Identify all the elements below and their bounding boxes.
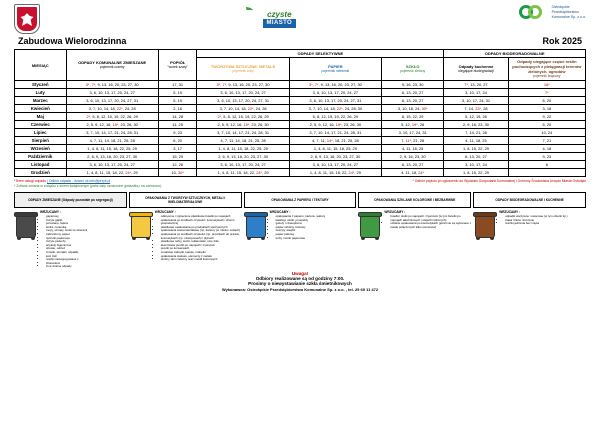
cell-kuchenne: 6, 13, 20, 27 (444, 153, 508, 161)
cell-zielone: 4, 18 (508, 145, 585, 153)
opk-line1: Ostrołęckie (551, 4, 570, 9)
logo-czyste-line1: czyste (267, 9, 292, 19)
th-tworzywa (197, 58, 289, 81)
cell-szklo: 3, 10, 18, 24, 30* (382, 105, 444, 113)
table-row (15, 105, 586, 113)
list-item: • torby i worki papierowe (276, 237, 357, 241)
title-year: Rok 2025 (542, 36, 582, 46)
cell-popiol: 12, 26 (158, 161, 197, 169)
table-row (15, 169, 586, 177)
bin-head-szklo: OPAKOWANIA SZKLANE KOLOROWE I BEZBARWNE (358, 192, 471, 208)
cell-kuchenne: 7*, 13, 20, 27 (444, 81, 508, 89)
cell-szklo: 3, 10, 17, 24, 31 (382, 129, 444, 137)
cell-tworzywa: 1, 4, 8, 11, 15, 18, 22, 24*, 29 (197, 169, 289, 177)
cell-tworzywa: 3, 7, 10, 14, 17, 21, 24, 28, 31 (197, 129, 289, 137)
table-row (15, 161, 586, 169)
list-item: • ręczniki papierowe (46, 237, 127, 241)
opk-logo (519, 4, 586, 20)
th-papier-sub: pojemnik niebieski (321, 69, 350, 73)
opk-line2: Przedsiębiorstwo (551, 9, 579, 14)
schedule-body (15, 81, 586, 177)
opk-line3: Komunalne Sp. z o.o. (551, 14, 586, 19)
footer-uwaga: Uwaga! (291, 270, 309, 276)
cell-month: Czerwiec (15, 121, 67, 129)
schedule-table (14, 49, 586, 177)
list-item: • koci żwir (46, 255, 127, 259)
coat-of-arms-icon (14, 4, 40, 34)
bin-head-papier: OPAKOWANIA Z PAPIERU I TEKTURY (244, 192, 357, 208)
cell-popiol: 17, 31 (158, 81, 197, 89)
cell-tworzywa: 2, 5, 9, 12, 16, 19*, 23, 26, 30 (197, 121, 289, 129)
footer-line2: Prosimy o niewystawianie szkła śmietnikowych (248, 280, 352, 286)
cell-papier: 5, 8, 12, 15, 19, 22, 26, 29 (289, 113, 381, 121)
cell-zielone: 6 (508, 161, 585, 169)
cell-month: Marzec (15, 97, 67, 105)
cell-zielone: 10, 24 (508, 129, 585, 137)
cell-papier: 3, 7, 10, 14, 17, 21, 24, 28, 31 (289, 129, 381, 137)
th-papier (289, 58, 381, 81)
bin-icon-bio (473, 210, 497, 240)
table-row (15, 89, 586, 97)
th-zielone-sub: pojemnik brązowy (533, 74, 561, 78)
th-zmieszane-main: ODPADY KOMUNALNE ZMIESZANE (78, 60, 147, 65)
czyste-miasto-logo (242, 4, 316, 34)
note-holiday: * Zofiana zmiana w związku z dniem świątecznym (patrz daty oznaczone gwiazdką i na czerwono) (14, 184, 162, 188)
cell-szklo: 2, 9, 16, 23, 30 (382, 153, 444, 161)
cell-szklo: 6, 13, 20, 27 (382, 89, 444, 97)
list-item: • zużyte gąbki, (46, 219, 127, 223)
cell-popiol: 11, 25 (158, 121, 197, 129)
list-item: • opakowania wielomateriałowe (np. kartony po mleku i sokach) (161, 229, 242, 233)
list-item: • puszki po konserwach (161, 247, 242, 251)
th-popiol (158, 50, 197, 81)
cell-zmieszane: 3, 7, 10, 14, 17, 21, 24, 28, 31 (66, 129, 158, 137)
bin-column-tworzywa (129, 192, 242, 262)
cell-popiol: 3, 17 (158, 145, 197, 153)
list-item: • metalowe zakrętki, kapsle, nakrętki (161, 251, 242, 255)
note-popiol: * Odbiór popiołu po zgłoszeniu do Wydziału Gospodarki Komunalnej i Ochrony Środowiska Urzędu Miasta Ostrołęki (412, 179, 586, 183)
cell-tworzywa: 1, 4, 8, 11, 15, 18, 22, 25, 29 (197, 145, 289, 153)
cell-month: Październik (15, 153, 67, 161)
cell-popiol: 6, 20 (158, 137, 197, 145)
footer-line1: Odbiory realizowane są od godziny 7:00. (255, 275, 345, 281)
cell-zielone: 6, 20 (508, 97, 585, 105)
list-item: • plastikowe opakowania po produktach spożywczych (161, 226, 242, 230)
list-item: • butelki i słoiki po napojach i żywności (w tym butelki po napojach alkoholowych i olejach roślinnych) (390, 215, 471, 222)
cell-szklo: 6, 13, 20, 27 (382, 161, 444, 169)
bin-head-zmieszane: ODPADY ZMIESZANE (Odpady pozostałe po segregacji) (14, 192, 127, 208)
cell-szklo: 7, 11*, 21, 28 (382, 137, 444, 145)
bin-column-papier (244, 192, 357, 240)
th-group-bio: ODPADY BIODEGRADOWALNE (444, 50, 586, 58)
table-header-group-row (15, 50, 586, 58)
bins-legend (0, 189, 600, 269)
cell-tworzywa: 3*, 7*, 9, 13, 16, 20, 23, 27, 30 (197, 81, 289, 89)
th-kuchenne (444, 58, 508, 81)
cell-zielone: 3, 18 (508, 105, 585, 113)
cell-popiol: 5, 19 (158, 97, 197, 105)
table-row (15, 129, 586, 137)
cell-kuchenne: 1, 8, 15, 22, 29 (444, 145, 508, 153)
bin-column-zmieszane (14, 192, 127, 269)
bin-icon-szklo (358, 210, 382, 240)
th-popiol-sub: "worek szary" (167, 65, 188, 69)
th-zielone-main: Odpady ulegające części roślin pochodzących z pielęgnacji terenów zielonych, ogrodów (512, 59, 582, 74)
cell-zielone (508, 169, 585, 177)
title-building-type: Zabudowa Wielorodzinna (18, 36, 127, 46)
list-item: • odkręcone i zgniecione plastikowe butelki po napojach (161, 215, 242, 219)
th-szklo-main: SZKŁO (405, 64, 420, 69)
cell-szklo: 4, 11, 18, 25 (382, 145, 444, 153)
list-item: • zmiotki, szmatki, odpadki, (46, 251, 127, 255)
table-row (15, 153, 586, 161)
th-papier-main: PAPIER (328, 64, 343, 69)
logo-header (0, 0, 600, 34)
cell-zmieszane: 1, 4, 8, 11, 15, 18, 22, 25, 29 (66, 145, 158, 153)
th-tworzywa-sub: pojemnik żółty (232, 69, 254, 73)
cell-popiol: 15, 29 (158, 153, 197, 161)
cell-kuchenne: 3, 10, 17, 24 (444, 89, 508, 97)
cell-month: Styczeń (15, 81, 67, 89)
cell-szklo: 4, 11, 18, 24* (382, 169, 444, 177)
cell-papier: 1, 4, 8, 11, 15, 18, 22, 24*, 29 (289, 169, 381, 177)
bin-list-tworzywa (155, 215, 242, 262)
list-item: • papier szkolny, biurowy (276, 226, 357, 230)
th-month: MIESIĄC (15, 50, 67, 81)
cell-zmieszane: 3, 7, 10, 14, 18, 22*, 24, 28 (66, 105, 158, 113)
cell-papier: 3, 6, 10, 13, 17, 20, 24, 27 (289, 89, 381, 97)
bin-caption-szklo: WRZUCAMY : (384, 210, 406, 214)
cell-month: Wrzesień (15, 145, 67, 153)
cell-papier: 4, 7, 11, 14*, 18, 21, 25, 28 (289, 137, 381, 145)
bin-caption-papier: WRZUCAMY : (269, 210, 291, 214)
table-row (15, 81, 586, 89)
cell-papier: 2, 6, 9, 13, 16, 20, 23, 27, 30 (289, 153, 381, 161)
cell-zielone: 16* (508, 81, 585, 89)
cell-month: Listopad (15, 161, 67, 169)
cell-month: Maj (15, 113, 67, 121)
th-szklo-sub: pojemnik zielony (400, 69, 426, 73)
cell-tworzywa: 2*, 5, 8, 12, 15, 19, 22, 26, 29 (197, 113, 289, 121)
cell-month: Grudzień (15, 169, 67, 177)
cell-month: Lipiec (15, 129, 67, 137)
cell-szklo: 5, 12, 19*, 26 (382, 121, 444, 129)
logo-czyste-line2: MIASTO (263, 19, 297, 28)
list-item: • resztki niesegregowane z (46, 258, 127, 262)
cell-papier: 2, 5, 9, 12, 16, 19*, 23, 26, 30 (289, 121, 381, 129)
cell-papier: 3, 7, 10, 14, 18, 22*, 24, 28, 30 (289, 105, 381, 113)
cell-kuchenne: 1, 8, 15, 22, 29 (444, 169, 508, 177)
list-item: • resztki jedzenia bez mięsa (505, 222, 586, 226)
cell-szklo: 9, 16, 23, 30 (382, 81, 444, 89)
th-zielone (508, 58, 585, 81)
cell-tworzywa: 3, 7, 10, 14, 18, 22*, 24, 28 (197, 105, 289, 113)
cell-zmieszane: 3, 6, 10, 13, 17, 20, 24, 27 (66, 161, 158, 169)
cell-papier: 3, 6, 10, 13, 17, 20, 24, 27, 31 (289, 97, 381, 105)
list-item: • papier pakowy (276, 233, 357, 237)
cell-popiol: 10, 30* (158, 169, 197, 177)
cell-popiol: 9, 23 (158, 129, 197, 137)
cell-zmieszane: 2, 5, 9, 12, 16, 19*, 23, 26, 30 (66, 121, 158, 129)
th-zmieszane-sub: pojemnik czarny (99, 65, 125, 69)
table-row (15, 121, 586, 129)
cell-popiol: 5, 19 (158, 89, 197, 97)
list-item: • opakowania po środkach czystości (np. proszkach do prania), kosmetykach (np. szamponach) i płynach (161, 233, 242, 240)
list-item: • trawa i liście i korzenie (505, 219, 586, 223)
table-notes (0, 177, 600, 189)
list-item: • gazety i czasopisma (276, 222, 357, 226)
bin-head-bio: ODPADY BIODEGRADOWALNE I KUCHENNE (473, 192, 586, 208)
footer-contractor: Wykonawca: Ostrołęckie Przedsiębiorstwo Komunalne Sp. z o.o. , tel. 29 69 11 472 (221, 286, 379, 292)
table-row (15, 97, 586, 105)
bin-column-szklo (358, 192, 471, 240)
list-item: • zeszyty, książki (276, 229, 357, 233)
list-item: • lustra, ceramikę (46, 226, 127, 230)
list-item: • papierosy, (46, 215, 127, 219)
cell-kuchenne: 2, 9, 16, 23, 30 (444, 121, 508, 129)
table-row (15, 137, 586, 145)
list-item: • obuwie, odzież (46, 247, 127, 251)
list-item: • plastikowe torby, worki, reklamówki, inne folie (161, 240, 242, 244)
th-kuchenne-sub: ulegające biodegradacji (458, 69, 494, 73)
cell-popiol: 2, 16 (158, 105, 197, 113)
th-popiol-main: POPIÓŁ (170, 60, 186, 65)
th-kuchenne-main: Odpady kuchenne (458, 64, 494, 69)
cell-tworzywa: 3, 6, 10, 13, 17, 20, 24, 27, 31 (197, 97, 289, 105)
note-email-link[interactable]: | Odbiór odpadu - dzwoń ok.info@przyk.pl (47, 179, 111, 183)
cell-papier: 1, 4, 8, 11, 15, 18, 25, 29 (289, 145, 381, 153)
bin-list-zmieszane (40, 215, 127, 269)
note-line1: *Teren ustugi odpadu (14, 179, 47, 183)
cell-popiol: 14, 28 (158, 113, 197, 121)
list-item: • szklane opakowania po kosmetykach (jeżeli nie są wykonane z trwale połączonych kilku surowców) (390, 222, 471, 229)
cell-szklo: 8, 15, 22, 29 (382, 113, 444, 121)
th-szklo (382, 58, 444, 81)
table-row (15, 113, 586, 121)
cell-zielone: 9, 23 (508, 153, 585, 161)
list-item: • artykuły higieniczne (46, 244, 127, 248)
list-item: • zabrudzony papier (46, 233, 127, 237)
cell-kuchenne: 4, 11, 18, 25 (444, 137, 508, 145)
cell-szklo: 6, 13, 20, 27 (382, 97, 444, 105)
cell-kuchenne: 5, 12, 19, 26 (444, 113, 508, 121)
cell-zmieszane: 2*, 5, 8, 12, 15, 19, 22, 26, 29 (66, 113, 158, 121)
th-group-selektywne: ODPADY SELEKTYWNE (197, 50, 444, 58)
list-item: • opakowania z papieru, kartonu, tektury (276, 215, 357, 219)
bin-head-tworzywa: OPAKOWANIA Z TWORZYW SZTUCZNYCH, METALI I WIELOMATERIAŁOWE (129, 192, 242, 208)
cell-papier: 3, 6, 10, 13, 17, 20, 24, 27 (289, 161, 381, 169)
cell-zielone: 7* (508, 89, 585, 97)
list-item: • katalogi, ulotki, prospekty (276, 219, 357, 223)
cell-tworzywa: 3, 6, 10, 13, 17, 20, 24, 27 (197, 89, 289, 97)
th-zmieszane (66, 50, 158, 81)
bin-icon-papier (244, 210, 268, 240)
cell-zmieszane: 2, 6, 9, 13, 16, 20, 23, 27, 30 (66, 153, 158, 161)
list-item: • zużyte pieluchy (46, 240, 127, 244)
bin-icon-tworzywa (129, 210, 153, 240)
page-title (0, 34, 600, 49)
cell-kuchenne: 7, 14, 21, 28 (444, 129, 508, 137)
list-item: • zbieraniem (46, 262, 127, 266)
list-item: • opakowania stalowe, elementy z metalu (161, 255, 242, 259)
cell-tworzywa: 3, 6, 10, 13, 17, 20, 24, 27 (197, 161, 289, 169)
cell-month: Luty (15, 89, 67, 97)
cell-zmieszane: 4, 7, 11, 14, 18, 21, 25, 28 (66, 137, 158, 145)
bin-column-bio (473, 192, 586, 240)
list-item: • odpadki warzywne i owocowe (w tym obierki itp.) (505, 215, 586, 219)
cell-tworzywa: 4, 7, 11, 14, 18, 21, 25, 28 (197, 137, 289, 145)
footer (0, 269, 600, 292)
cell-kuchenne: 3, 10, 17, 24, 31 (444, 97, 508, 105)
list-item: • aluminiowe puszki po napojach i żywności (161, 244, 242, 248)
cell-month: Kwiecień (15, 105, 67, 113)
cell-kuchenne: 3, 10, 17, 24 (444, 161, 508, 169)
cell-zmieszane: 3*, 7*, 9, 13, 16, 20, 23, 27, 30 (66, 81, 158, 89)
cell-papier: 3*, 7*, 9, 13, 16, 20, 23, 27, 30 (289, 81, 381, 89)
bin-list-bio (499, 215, 586, 226)
cell-zmieszane: 3, 6, 10, 13, 17, 20, 24, 27 (66, 89, 158, 97)
cell-zielone: 5, 20 (508, 121, 585, 129)
cell-month: Sierpień (15, 137, 67, 145)
opk-rings-icon (519, 4, 549, 20)
table-row (15, 145, 586, 153)
cell-zielone: 7, 21 (508, 137, 585, 145)
list-item: • drobny złom żelazny oraz metali kolorowych (161, 258, 242, 262)
cell-kuchenne: 7, 14, 23*, 28 (444, 105, 508, 113)
bin-icon-zmieszane (14, 210, 38, 240)
bin-caption-bio: WRZUCAMY : (499, 210, 521, 214)
list-item: • mopy, szmaty, worki ze ścierami (46, 229, 127, 233)
bin-caption-zmieszane: WRZUCAMY : (40, 210, 61, 214)
bin-list-szklo (384, 215, 471, 229)
list-item: • porcelanę, fajans (46, 222, 127, 226)
th-tworzywa-main: TWORZYWA SZTUCZNE, METALE (210, 64, 276, 69)
list-item: • opakowania po środkach czystości, kosmetykach i chemii gospodarczej (161, 219, 242, 226)
list-item: • inne drobne odpady (46, 265, 127, 269)
cell-zmieszane: 1, 4, 8, 11, 15, 18, 22, 24*, 29 (66, 169, 158, 177)
bin-caption-tworzywa: WRZUCAMY : (154, 210, 176, 214)
cell-tworzywa: 2, 6, 9, 13, 16, 20, 23, 27, 30 (197, 153, 289, 161)
cell-zielone: 9, 22 (508, 113, 585, 121)
bin-list-papier (270, 215, 357, 240)
cell-zmieszane: 3, 6, 10, 13, 17, 20, 24, 27, 31 (66, 97, 158, 105)
